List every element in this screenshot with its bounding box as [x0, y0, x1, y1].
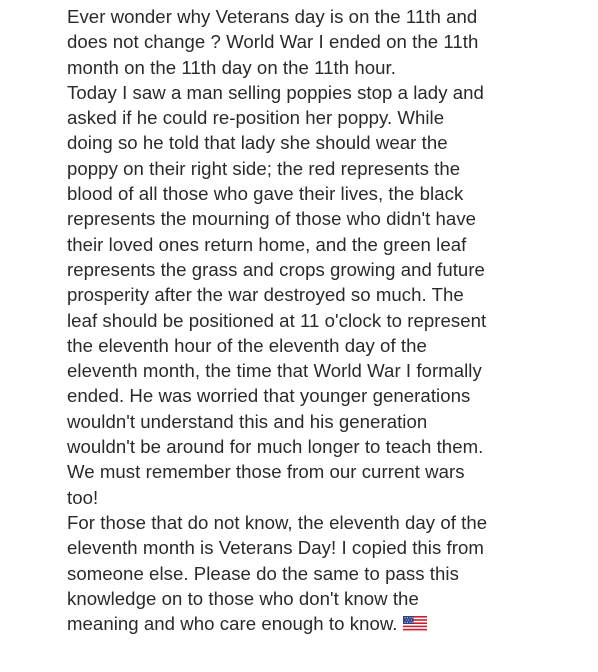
post-line-25-text: meaning and who care enough to know.: [67, 613, 398, 635]
post-line-14: the eleventh hour of the eleventh day of the: [67, 334, 427, 356]
post-line-24: knowledge on to those who don't know the: [67, 587, 419, 609]
post-line-25: [67, 611, 577, 636]
post-line-12: prosperity after the war destroyed so much. The: [67, 284, 464, 306]
post-line-13: leaf should be positioned at 11 o'clock to represent: [67, 309, 487, 331]
post-text: [67, 4, 577, 636]
post-line-10: their loved ones return home, and the green leaf: [67, 233, 467, 255]
post-line-18: wouldn't be around for much longer to teach them.: [67, 436, 484, 458]
post-line-5: asked if he could re-position her poppy. While: [67, 107, 445, 129]
post-line-20: too!: [67, 486, 99, 508]
post-line-11: represents the grass and crops growing and future: [67, 258, 485, 280]
post-line-3: month on the 11th day on the 11th hour.: [67, 56, 396, 78]
post-line-8: blood of all those who gave their lives, the black: [67, 183, 464, 205]
post-line-19: We must remember those from our current wars: [67, 461, 465, 483]
post-line-6: doing so he told that lady she should wear the: [67, 132, 448, 154]
post-line-16: ended. He was worried that younger generations: [67, 385, 471, 407]
post-line-9: represents the mourning of those who didn't have: [67, 208, 477, 230]
post-line-15: eleventh month, the time that World War I formally: [67, 360, 482, 382]
post-line-1: Ever wonder why Veterans day is on the 11th and: [67, 6, 478, 27]
post-line-2: does not change ? World War I ended on the 11th: [67, 31, 479, 53]
post-line-23: someone else. Please do the same to pass this: [67, 562, 459, 584]
us-flag-icon: [403, 613, 427, 629]
post-line-21: For those that do not know, the eleventh day of the: [67, 511, 488, 533]
post-line-22: eleventh month is Veterans Day! I copied this from: [67, 537, 484, 559]
post-line-7: poppy on their right side; the red represents the: [67, 157, 461, 179]
post-line-4: Today I saw a man selling poppies stop a lady and: [67, 81, 484, 103]
post-line-17: wouldn't understand this and his generation: [67, 410, 428, 432]
